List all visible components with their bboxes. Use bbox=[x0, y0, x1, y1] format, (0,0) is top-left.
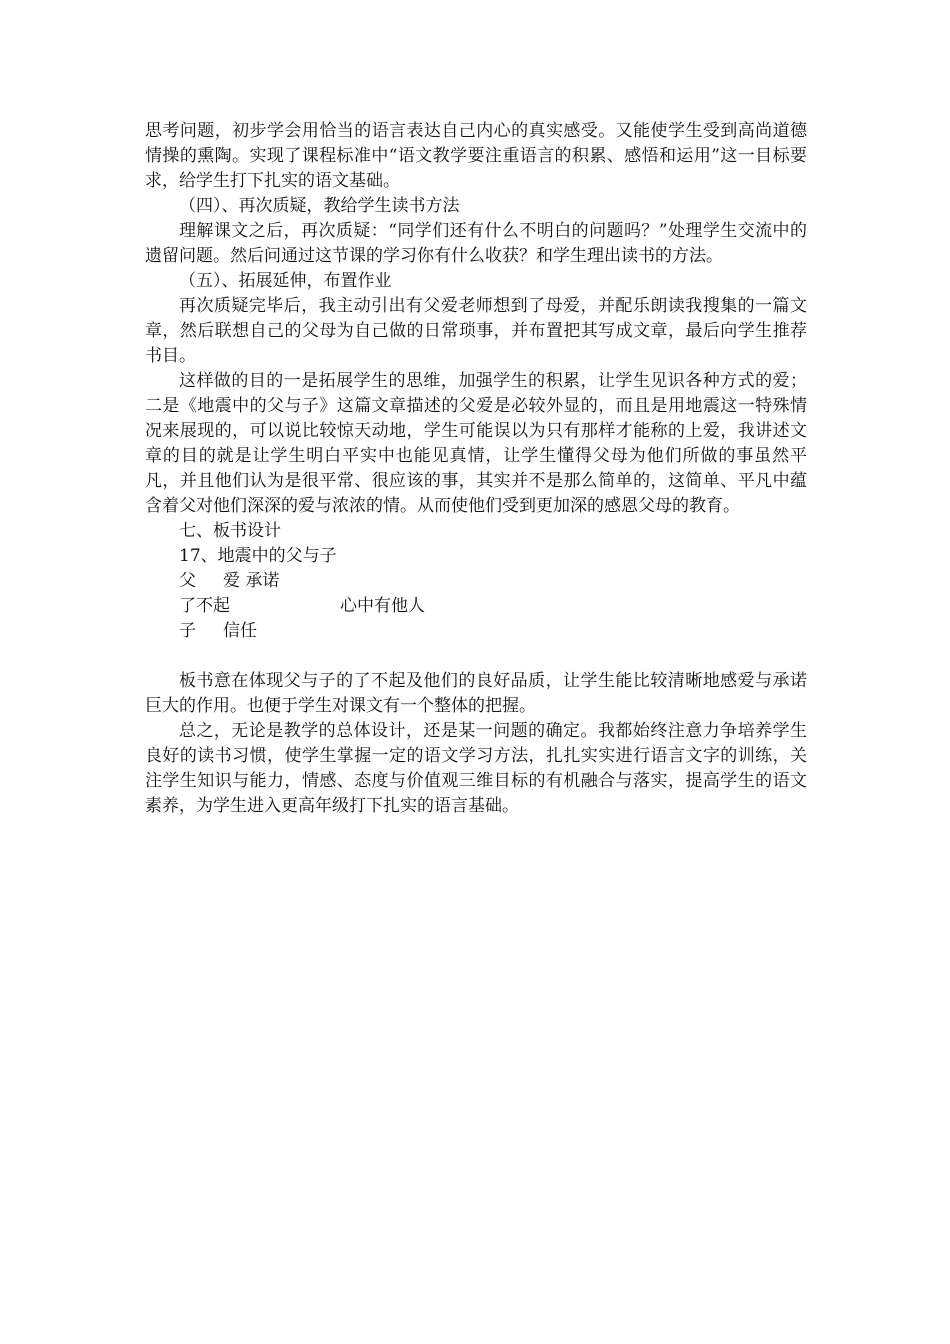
board-title: 17、地震中的父与子 bbox=[179, 546, 337, 566]
paragraph-intro: 思考问题，初步学会用恰当的语言表达自己内心的真实感受。又能使学生受到高尚道德情操的熏陶。实现了课程标准中“语文教学要注重语言的积累、感悟和运用”这一目标要求，给学生打下扎实的语文基础。 bbox=[145, 121, 807, 191]
board-row-1 bbox=[145, 569, 807, 594]
board-father: 父 bbox=[179, 571, 196, 591]
board-row-3 bbox=[145, 619, 807, 644]
paragraph-purpose: 这样做的目的一是拓展学生的思维，加强学生的积累，让学生见识各种方式的爱；二是《地震中的父与子》这篇文章描述的父爱是必较外显的，而且是用地震这一特殊情况来展现的，可以说比较惊天动地，学生可能误以为只有那样才能称的上爱，我讲述文章的目的就是让学生明白平实中也能见真情，让学生懂得父母为他们所做的事虽然平凡，并且他们认为是很平常、很应该的事，其实并不是那么简单的，这简单、平凡中蕴含着父对他们深深的爱与浓浓的情。从而使他们受到更加深的感恩父母的教育。 bbox=[145, 371, 807, 516]
paragraph-board-meaning: 板书意在体现父与子的了不起及他们的良好品质，让学生能比较清晰地感爱与承诺巨大的作用。也便于学生对课文有一个整体的把握。 bbox=[145, 671, 807, 716]
paragraph-requestion: 理解课文之后，再次质疑：“同学们还有什么不明白的问题吗？”处理学生交流中的遗留问题。然后问通过这节课的学习你有什么收获？和学生理出读书的方法。 bbox=[145, 221, 807, 266]
board-remarkable: 了不起 bbox=[179, 596, 230, 616]
blank-line bbox=[145, 644, 807, 669]
paragraph-conclusion: 总之，无论是教学的总体设计，还是某一问题的确定。我都始终注意力争培养学生良好的读书习惯，使学生掌握一定的语文学习方法，扎扎实实进行语言文字的训练，关注学生知识与能力，情感、态度与价值观三维目标的有机融合与落实，提高学生的语文素养，为学生进入更高年级打下扎实的语言基础。 bbox=[145, 721, 807, 816]
section-heading-4: （四）、再次质疑，教给学生读书方法 bbox=[179, 196, 460, 216]
paragraph-extension: 再次质疑完毕后，我主动引出有父爱老师想到了母爱，并配乐朗读我搜集的一篇文章，然后联想自己的父母为自己做的日常琐事，并布置把其写成文章，最后向学生推荐书目。 bbox=[145, 296, 807, 366]
board-trust: 信任 bbox=[223, 621, 258, 641]
section-heading-7: 七、板书设计 bbox=[179, 521, 281, 541]
document-page bbox=[145, 119, 807, 819]
board-love: 爱 bbox=[223, 571, 241, 591]
board-row-2 bbox=[145, 594, 807, 619]
board-son: 子 bbox=[179, 621, 196, 641]
board-others-in-heart: 心中有他人 bbox=[340, 596, 425, 616]
section-heading-5: （五）、拓展延伸，布置作业 bbox=[179, 271, 392, 291]
board-promise: 承诺 bbox=[245, 571, 280, 591]
